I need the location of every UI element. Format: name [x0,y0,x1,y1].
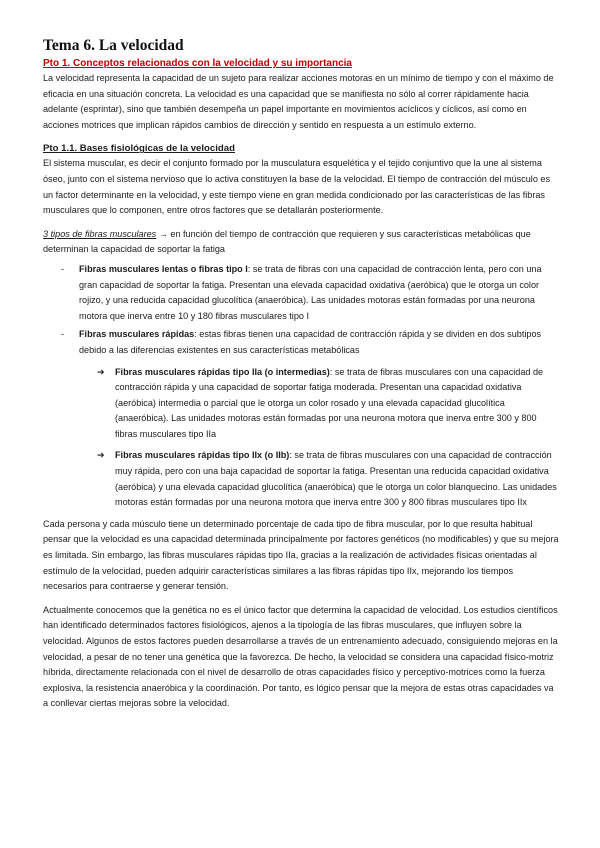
fiber-subtype-iix [79,448,559,510]
fiber-subtype-iix-text: : se trata de fibras musculares con una capacidad de contracción muy rápida, pero con una baja capacidad de soportar la fatiga. Presentan una reducida capacidad oxidativa (aeróbica) y una elevada capacidad glucolítica (anaeróbica) que le otorga un color blanquecino. Las unidades motoras están formadas por una neurona motora que inerva entre 300 y 800 fibras musculares tipo IIx [115,450,557,508]
fast-fiber-subtypes-list [79,365,559,511]
document-page [43,36,559,712]
fiber-type-fast [43,327,559,511]
list-bullet-dash: - [61,263,65,274]
document-title: Tema 6. La velocidad [43,37,184,54]
fiber-types-intro-text: → en función del tiempo de contracción que requieren y sus características metabólicas que determinan la capacidad de soportar la fatiga [43,228,531,255]
section-1-1-heading: Pto 1.1. Bases fisiológicas de la velocidad [43,143,235,155]
list-bullet-dash: - [61,329,65,340]
genetics-paragraph: Actualmente conocemos que la genética no es el único factor que determina la capacidad de velocidad. Los estudios científicos han identificado determinados factores fisiológicos, ajenos a la tipología de las fibras musculares, que influyen sobre la velocidad. Algunos de estos factores pueden desarrollarse a través de un entrenamiento adecuado, consiguiendo mejoras en la velocidad, a pesar de no tener una genética que la favorezca. De hecho, la velocidad se considera una capacidad físico-motriz híbrida, directamente relacionada con el nivel de desarrollo de otras capacidades físico y perceptivo-motrices como la fuerza explosiva, la resistencia anaeróbica y la coordinación. Por tanto, es lógico pensar que la mejora de estas otras capacidades va a conllevar ciertas mejoras sobre la velocidad. [43,604,558,709]
fiber-subtype-iia [79,365,559,443]
fiber-subtype-iia-term: Fibras musculares rápidas tipo IIa (o intermedias) [115,366,330,377]
section-1-heading: Pto 1. Conceptos relacionados con la velocidad y su importancia [43,58,352,69]
fiber-subtype-iia-text: : se trata de fibras musculares con una capacidad de contracción rápida y una capacidad de soportar fatiga moderada. Presentan una capacidad oxidativa (aeróbica) intermedia o parcial que le otorga un color rosado y una elevada capacidad glucolítica (anaeróbica). Las unidades motoras están formadas por una neurona motora que inerva entre 300 y 800 fibras musculares tipo IIa [115,366,544,439]
fiber-type-fast-text: : estas fibras tienen una capacidad de contracción rápida y se dividen en dos subtipos debido a las diferencias existentes en sus características metabólicas [79,329,542,355]
fiber-type-fast-term: Fibras musculares rápidas [79,329,195,340]
arrow-right-icon: ➔ [97,450,105,461]
arrow-right-icon: ➔ [97,366,105,377]
fiber-types-label: 3 tipos de fibras musculares [43,228,157,239]
fiber-types-intro [43,227,559,258]
fiber-distribution-paragraph: Cada persona y cada músculo tiene un determinado porcentaje de cada tipo de fibra muscular, por lo que resulta habitual pensar que la velocidad es una capacidad determinada principalmente por factores genéticos (no modificables) y que su mejora es limitada. Sin embargo, las fibras musculares rápidas tipo IIa, gracias a la realización de actividades físicas orientadas al estímulo de la velocidad, pueden adquirir características similares a las fibras rápidas tipo IIx, mejorando los tiempos necesarios para contraerse y generar tensión. [43,518,559,592]
fiber-type-slow-term: Fibras musculares lentas o fibras tipo I [79,263,248,274]
section-1-1-paragraph: El sistema muscular, es decir el conjunto formado por la musculatura esquelética y el tejido conjuntivo que la une al sistema óseo, junto con el sistema nervioso que lo activa constituyen la base de la velocidad. El tiempo de contracción del músculo es un factor determinante en la velocidad, y este tiempo viene en gran medida condicionado por las características de las fibras musculares que lo componen, entre otros factores que se detallarán posteriormente. [43,158,551,216]
fiber-type-slow [43,262,559,324]
fiber-type-slow-text: : se trata de fibras con una capacidad de contracción lenta, pero con una gran capacidad de soportar la fatiga. Presentan una elevada capacidad oxidativa (aeróbica) que le otorga un color rojizo, y una reducida capacidad glucolítica (anaeróbica). Las unidades motoras están formadas por una neurona motora que inerva entre 10 y 180 fibras musculares tipo I [79,263,542,321]
fiber-types-list [43,262,559,511]
fiber-subtype-iix-term: Fibras musculares rápidas tipo IIx (o IIb) [115,450,290,461]
section-1-paragraph: La velocidad representa la capacidad de un sujeto para realizar acciones motoras en un mínimo de tiempo y con el máximo de eficacia en una situación concreta. La velocidad es una capacidad que se manifiesta no sólo al correr rápidamente hacia adelante (esprintar), sino que también desempeña un papel importante en movimientos acíclicos y cíclicos, así como en acciones motrices que implican rápidos cambios de dirección y sentido en respuesta a un estímulo externo. [43,73,554,130]
